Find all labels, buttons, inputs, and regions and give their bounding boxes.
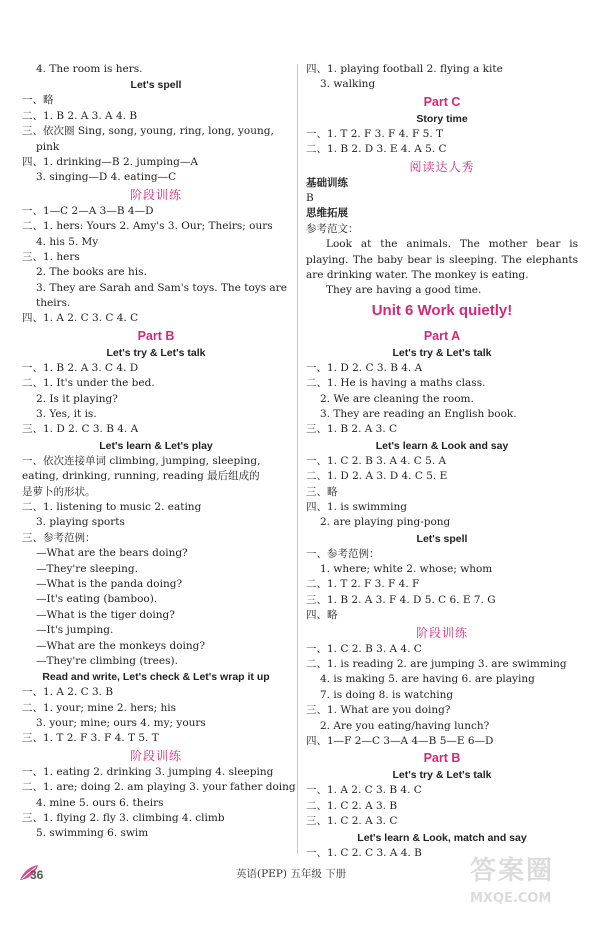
answer-line: 3. singing—D 4. eating—C xyxy=(36,171,177,184)
answer-line: 4. mine 5. ours 6. theirs xyxy=(36,796,164,809)
answer-line: 四、略 xyxy=(306,609,338,622)
sample-paragraph: They are having a good time. xyxy=(326,284,482,297)
answer-line: 一、1. B 2. A 3. C 4. D xyxy=(22,361,139,374)
answer-line: 一、1. D 2. C 3. B 4. A xyxy=(306,361,423,374)
unit-title: Unit 6 Work quietly! xyxy=(371,301,513,319)
answer-line: 一、1. C 2. B 3. A 4. C xyxy=(306,642,422,655)
answer-line: —It's eating (bamboo). xyxy=(36,593,158,606)
subsection-label: 基础训练 xyxy=(306,176,348,189)
answer-line: 7. is doing 8. is watching xyxy=(320,688,454,701)
answer-line: 四、1. playing football 2. flying a kite xyxy=(306,63,503,75)
answer-line: 一、依次连接单词 climbing, jumping, sleeping, xyxy=(22,454,261,467)
answer-line: 三、1. B 2. A 3. C xyxy=(306,423,398,436)
answer-line: 2. Are you eating/having lunch? xyxy=(320,719,490,732)
answer-line: 3. playing sports xyxy=(36,516,125,529)
answer-line: 二、1. T 2. F 3. F 4. F xyxy=(306,578,420,591)
subsection-label: 思维拓展 xyxy=(306,207,348,220)
answer-line: 一、1. C 2. C 3. A 4. B xyxy=(306,846,422,859)
answer-line: 四、1. is swimming xyxy=(306,500,407,513)
answer-line: —What is the panda doing? xyxy=(36,577,183,590)
answer-line: 1. where; white 2. whose; whom xyxy=(320,563,493,576)
answer-line: 三、1. C 2. A 3. C xyxy=(306,815,398,828)
section-heading: Let's try & Let's talk xyxy=(392,346,492,359)
answer-line: 4. The room is hers. xyxy=(36,63,143,75)
answer-line: —It's jumping. xyxy=(36,624,114,637)
answer-line: 一、1. C 2. B 3. A 4. C 5. A xyxy=(306,454,447,467)
answer-line: 三、1. flying 2. fly 3. climbing 4. climb xyxy=(22,812,225,825)
answer-line: 三、略 xyxy=(306,485,338,498)
answer-line: 3. They are Sarah and Sam's toys. The toys are xyxy=(36,281,287,294)
answer-line: 5. swimming 6. swim xyxy=(36,827,149,840)
answer-line: eating, drinking, running, reading 最后组成的 xyxy=(22,470,260,483)
answer-line: 3. walking xyxy=(320,78,376,91)
section-heading: Let's learn & Look, match and say xyxy=(357,831,527,844)
answer-line: 四、1. A 2. C 3. C 4. C xyxy=(22,312,139,325)
answer-line: 4. is making 5. are having 6. are playing xyxy=(320,673,535,686)
answer-line: —They're climbing (trees). xyxy=(36,654,178,667)
answer-line: 2. Is it playing? xyxy=(36,392,118,405)
answer-line: 三、1. What are you doing? xyxy=(306,704,451,717)
answer-line: 一、1—C 2—A 3—B 4—D xyxy=(22,204,154,217)
answer-line: 二、1. hers: Yours 2. Amy's 3. Our; Theirs; ours xyxy=(22,220,273,233)
section-heading: Let's learn & Let's play xyxy=(99,439,213,452)
right-column xyxy=(306,62,578,861)
answer-line: 四、1—F 2—C 3—A 4—B 5—E 6—D xyxy=(306,734,494,747)
answer-line: pink xyxy=(36,140,60,153)
answer-line: 一、略 xyxy=(22,94,54,107)
answer-line: —What is the tiger doing? xyxy=(36,608,175,621)
stage-heading: 阶段训练 xyxy=(129,187,182,202)
answer-line: 二、1. are; doing 2. am playing 3. your father doing xyxy=(22,781,296,794)
part-heading: Part C xyxy=(423,94,461,109)
answer-line: 一、1. T 2. F 3. F 4. F 5. T xyxy=(306,127,443,140)
answer-line: 二、1. He is having a maths class. xyxy=(306,377,486,390)
section-heading: Let's spell xyxy=(130,79,182,92)
answer-line: —They're sleeping. xyxy=(36,562,138,575)
section-heading: Story time xyxy=(416,112,468,125)
section-heading: Read and write, Let's check & Let's wrap it up xyxy=(42,671,270,684)
answer-line: 二、1. C 2. A 3. B xyxy=(306,799,398,812)
answer-line: 三、参考范例： xyxy=(22,531,96,544)
answer-line: 一、1. A 2. C 3. B 4. C xyxy=(306,784,422,797)
answer-line: 2. We are cleaning the room. xyxy=(320,392,474,405)
watermark-url: MXQE.COM xyxy=(470,891,552,906)
stage-heading: 阶段训练 xyxy=(415,625,468,640)
answer-line: 三、依次圈 Sing, song, young, ring, long, young, xyxy=(22,125,274,138)
watermark-logo: 答案圈 xyxy=(470,856,555,886)
sample-paragraph: Look at the animals. The mother bear is playing. The baby bear is sleeping. The elephants are drinking water. The monkey is eating. xyxy=(306,238,578,281)
answer-line: 参考范文： xyxy=(306,222,359,235)
part-heading: Part B xyxy=(423,751,461,766)
footer-book-title: 英语(PEP) 五年级 下册 xyxy=(236,868,347,880)
stage-heading: 阅读达人秀 xyxy=(409,159,475,174)
answer-line: theirs. xyxy=(36,297,71,310)
answer-line: 一、1. A 2. C 3. B xyxy=(22,686,114,699)
answer-line: —What are the bears doing? xyxy=(36,547,188,560)
answer-line: 三、1. D 2. C 3. B 4. A xyxy=(22,423,139,436)
answer-line: 二、1. B 2. D 3. E 4. A 5. C xyxy=(306,143,447,156)
answer-line: 4. his 5. My xyxy=(36,235,99,248)
answer-line: 二、1. your; mine 2. hers; his xyxy=(22,701,177,714)
answer-line: 三、1. hers xyxy=(22,250,80,263)
answer-line: 3. Yes, it is. xyxy=(36,408,97,421)
left-column xyxy=(22,62,296,842)
answer-line: 是萝卜的形状。 xyxy=(22,485,96,498)
answer-line: B xyxy=(306,191,314,204)
answer-line: 3. your; mine; ours 4. my; yours xyxy=(36,717,206,730)
part-heading: Part A xyxy=(423,328,461,343)
answer-line: 二、1. It's under the bed. xyxy=(22,377,155,390)
watermark xyxy=(470,850,590,920)
answer-line: 一、参考范例： xyxy=(306,547,380,560)
part-heading: Part B xyxy=(137,328,175,343)
answer-line: 3. They are reading an English book. xyxy=(320,407,517,420)
section-heading: Let's learn & Look and say xyxy=(375,439,509,452)
answer-line: 三、1. T 2. F 3. F 4. T 5. T xyxy=(22,732,159,745)
page-number: 36 xyxy=(30,868,44,882)
answer-line: —What are the monkeys doing? xyxy=(36,639,206,652)
answer-line: 三、1. B 2. A 3. F 4. D 5. C 6. E 7. G xyxy=(306,593,496,606)
answer-line: 二、1. listening to music 2. eating xyxy=(22,500,202,513)
answer-line: 一、1. eating 2. drinking 3. jumping 4. sleeping xyxy=(22,765,274,778)
answer-line: 二、1. is reading 2. are jumping 3. are swimming xyxy=(306,658,567,671)
column-divider xyxy=(297,64,298,854)
answer-line: 四、1. drinking—B 2. jumping—A xyxy=(22,155,198,168)
answer-line: 二、1. D 2. A 3. D 4. C 5. E xyxy=(306,470,448,483)
section-heading: Let's try & Let's talk xyxy=(392,769,492,782)
answer-line: 2. are playing ping-pong xyxy=(320,516,451,529)
section-heading: Let's spell xyxy=(416,532,468,545)
answer-line: 2. The books are his. xyxy=(36,266,147,279)
stage-heading: 阶段训练 xyxy=(129,748,182,763)
answer-line: 二、1. B 2. A 3. A 4. B xyxy=(22,109,138,122)
section-heading: Let's try & Let's talk xyxy=(106,346,206,359)
